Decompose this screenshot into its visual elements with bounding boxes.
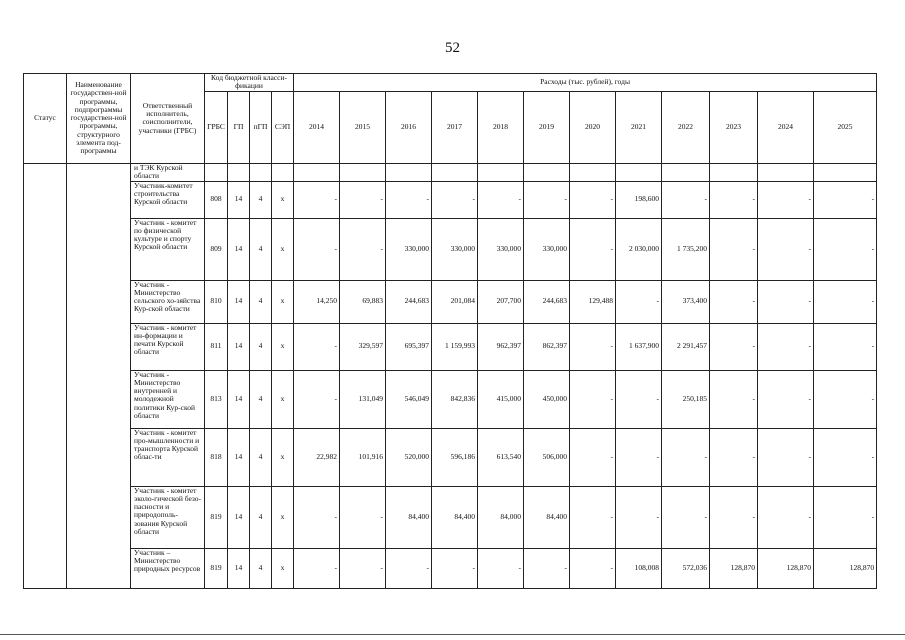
code-cell-sep: х [272,370,294,428]
value-cell-2016: 546,049 [386,370,432,428]
value-cell-2016: 520,000 [386,428,432,486]
value-cell-2025 [814,163,877,181]
code-cell-pgp: 4 [250,218,272,280]
value-cell-2015: 101,916 [340,428,386,486]
value-cell-2015: 329,597 [340,323,386,370]
code-cell-grbs: 809 [205,218,228,280]
value-cell-2022: 2 291,457 [662,323,710,370]
code-cell-sep: х [272,280,294,323]
table-row [24,163,877,181]
value-cell-2022: 373,400 [662,280,710,323]
value-cell-2022: - [662,428,710,486]
value-cell-2018 [478,163,524,181]
code-cell-gp: 14 [228,323,250,370]
value-cell-2025: - [814,181,877,218]
table-row [24,181,877,218]
participant-cell: Участник - комитет про-мышленности и транспорта Курской облас-ти [131,428,205,486]
value-cell-2024: - [758,181,814,218]
value-cell-2017: 842,836 [432,370,478,428]
value-cell-2018: 207,700 [478,280,524,323]
value-cell-2021: 108,008 [616,548,662,588]
header-responsible: Ответственный исполнитель, соисполнители, участники (ГРБС) [131,74,205,164]
value-cell-2014: - [294,218,340,280]
value-cell-2016: 244,683 [386,280,432,323]
value-cell-2022: - [662,486,710,548]
value-cell-2020: - [570,323,616,370]
value-cell-2017 [432,163,478,181]
value-cell-2023: - [710,323,758,370]
value-cell-2024: - [758,218,814,280]
code-cell-gp: 14 [228,181,250,218]
header-name: Наименование государствен-ной программы, подпрограммы государствен-ной программы, структурного элемента под-программы [67,74,131,164]
code-cell-gp [228,163,250,181]
value-cell-2018: 84,000 [478,486,524,548]
value-cell-2021: 2 030,000 [616,218,662,280]
value-cell-2015: - [340,548,386,588]
table-row [24,280,877,323]
value-cell-2014: - [294,486,340,548]
value-cell-2016: 330,000 [386,218,432,280]
value-cell-2020: - [570,428,616,486]
code-cell-gp: 14 [228,486,250,548]
table-row [24,428,877,486]
table-header [24,74,877,164]
value-cell-2025: - [814,218,877,280]
header-year-col: 2014 [294,91,340,163]
value-cell-2023: - [710,280,758,323]
participant-cell: Участник - комитет эколо-гической безо-пасности и природополь-зования Курской области [131,486,205,548]
value-cell-2021: - [616,486,662,548]
code-cell-grbs: 810 [205,280,228,323]
header-year-col: 2020 [570,91,616,163]
code-cell-sep: х [272,486,294,548]
value-cell-2015: - [340,218,386,280]
code-cell-grbs [205,163,228,181]
value-cell-2014: - [294,548,340,588]
code-cell-sep: х [272,428,294,486]
value-cell-2025: 128,870 [814,548,877,588]
table-row [24,486,877,548]
value-cell-2023: - [710,370,758,428]
value-cell-2018: 613,540 [478,428,524,486]
value-cell-2021: - [616,428,662,486]
code-cell-pgp: 4 [250,280,272,323]
value-cell-2014 [294,163,340,181]
value-cell-2023: 128,870 [710,548,758,588]
value-cell-2023: - [710,181,758,218]
value-cell-2024: - [758,370,814,428]
header-code-col: СЭП [272,91,294,163]
value-cell-2021: 198,600 [616,181,662,218]
code-cell-pgp [250,163,272,181]
value-cell-2017: 1 159,993 [432,323,478,370]
value-cell-2017: 596,186 [432,428,478,486]
value-cell-2018: 962,397 [478,323,524,370]
table-row [24,323,877,370]
value-cell-2024: 128,870 [758,548,814,588]
header-year-col: 2023 [710,91,758,163]
value-cell-2017: 84,400 [432,486,478,548]
value-cell-2017: - [432,548,478,588]
value-cell-2024 [758,163,814,181]
code-cell-grbs: 813 [205,370,228,428]
value-cell-2022 [662,163,710,181]
participant-cell: Участник - комитет по физической культуре и спорту Курской области [131,218,205,280]
value-cell-2014: 14,250 [294,280,340,323]
value-cell-2019: 330,000 [524,218,570,280]
header-code-col: ГРБС [205,91,228,163]
value-cell-2018: 415,000 [478,370,524,428]
header-year-col: 2021 [616,91,662,163]
value-cell-2022: 250,185 [662,370,710,428]
value-cell-2021: - [616,280,662,323]
value-cell-2021: 1 637,900 [616,323,662,370]
header-year-col: 2019 [524,91,570,163]
value-cell-2022: 1 735,200 [662,218,710,280]
code-cell-sep: х [272,218,294,280]
value-cell-2017: - [432,181,478,218]
code-cell-pgp: 4 [250,428,272,486]
participant-cell: Участник - Министерство внутренней и молодежной политики Кур-ской области [131,370,205,428]
table-row [24,370,877,428]
value-cell-2020: - [570,181,616,218]
value-cell-2024: - [758,486,814,548]
status-cell [24,163,67,588]
code-cell-pgp: 4 [250,370,272,428]
header-code-col: пГП [250,91,272,163]
value-cell-2015: 69,883 [340,280,386,323]
code-cell-grbs: 819 [205,548,228,588]
value-cell-2017: 330,000 [432,218,478,280]
value-cell-2024: - [758,428,814,486]
code-cell-gp: 14 [228,280,250,323]
value-cell-2025: - [814,280,877,323]
value-cell-2021 [616,163,662,181]
header-year-col: 2018 [478,91,524,163]
header-year-col: 2016 [386,91,432,163]
value-cell-2015: - [340,486,386,548]
value-cell-2016: 695,397 [386,323,432,370]
value-cell-2021: - [616,370,662,428]
header-year-col: 2017 [432,91,478,163]
value-cell-2020: 129,488 [570,280,616,323]
header-code-col: ГП [228,91,250,163]
value-cell-2018: - [478,548,524,588]
header-year-col: 2022 [662,91,710,163]
code-cell-grbs: 811 [205,323,228,370]
code-cell-pgp: 4 [250,181,272,218]
code-cell-pgp: 4 [250,548,272,588]
participant-cell: и ТЭК Курской области [131,163,205,181]
table-row [24,218,877,280]
name-cell [67,163,131,588]
code-cell-gp: 14 [228,548,250,588]
value-cell-2019: 450,000 [524,370,570,428]
code-cell-sep: х [272,323,294,370]
code-cell-gp: 14 [228,370,250,428]
code-cell-gp: 14 [228,218,250,280]
header-year-col: 2025 [814,91,877,163]
value-cell-2025: - [814,486,877,548]
value-cell-2020 [570,163,616,181]
value-cell-2024: - [758,323,814,370]
value-cell-2015 [340,163,386,181]
value-cell-2016: - [386,181,432,218]
value-cell-2016 [386,163,432,181]
value-cell-2016: - [386,548,432,588]
value-cell-2023: - [710,486,758,548]
value-cell-2024: - [758,280,814,323]
code-cell-grbs: 818 [205,428,228,486]
table-body [24,163,877,588]
value-cell-2018: 330,000 [478,218,524,280]
header-status: Статус [24,74,67,164]
participant-cell: Участник - Министерство сельского хо-зяйства Кур-ской области [131,280,205,323]
value-cell-2019: 244,683 [524,280,570,323]
page-number: 52 [445,40,460,56]
participant-cell: Участник-комитет строительства Курской области [131,181,205,218]
value-cell-2025: - [814,323,877,370]
value-cell-2019: - [524,181,570,218]
header-year-col: 2024 [758,91,814,163]
code-cell-grbs: 819 [205,486,228,548]
header-year-col: 2015 [340,91,386,163]
participant-cell: Участник - комитет ин-формации и печати Курской области [131,323,205,370]
code-cell-sep: х [272,548,294,588]
participant-cell: Участник – Министерство природных ресурсов [131,548,205,588]
value-cell-2019: 862,397 [524,323,570,370]
code-cell-sep [272,163,294,181]
value-cell-2014: - [294,181,340,218]
value-cell-2022: 572,036 [662,548,710,588]
value-cell-2020: - [570,218,616,280]
value-cell-2025: - [814,370,877,428]
value-cell-2014: 22,982 [294,428,340,486]
code-cell-pgp: 4 [250,486,272,548]
bottom-rule [0,634,905,635]
code-cell-grbs: 808 [205,181,228,218]
value-cell-2015: - [340,181,386,218]
value-cell-2015: 131,049 [340,370,386,428]
value-cell-2019: 506,000 [524,428,570,486]
value-cell-2014: - [294,370,340,428]
value-cell-2020: - [570,370,616,428]
value-cell-2014: - [294,323,340,370]
value-cell-2019: 84,400 [524,486,570,548]
value-cell-2017: 201,084 [432,280,478,323]
value-cell-2023: - [710,428,758,486]
value-cell-2022: - [662,181,710,218]
budget-table [23,73,877,589]
table-row [24,548,877,588]
code-cell-gp: 14 [228,428,250,486]
code-cell-pgp: 4 [250,323,272,370]
value-cell-2023 [710,163,758,181]
value-cell-2025: - [814,428,877,486]
code-cell-sep: х [272,181,294,218]
value-cell-2020: - [570,548,616,588]
value-cell-2019: - [524,548,570,588]
value-cell-2016: 84,400 [386,486,432,548]
value-cell-2023: - [710,218,758,280]
header-expenses: Расходы (тыс. рублей), годы [294,74,877,92]
value-cell-2019 [524,163,570,181]
value-cell-2020: - [570,486,616,548]
header-budget-code: Код бюджетной класси-фикации [205,74,294,92]
value-cell-2018: - [478,181,524,218]
